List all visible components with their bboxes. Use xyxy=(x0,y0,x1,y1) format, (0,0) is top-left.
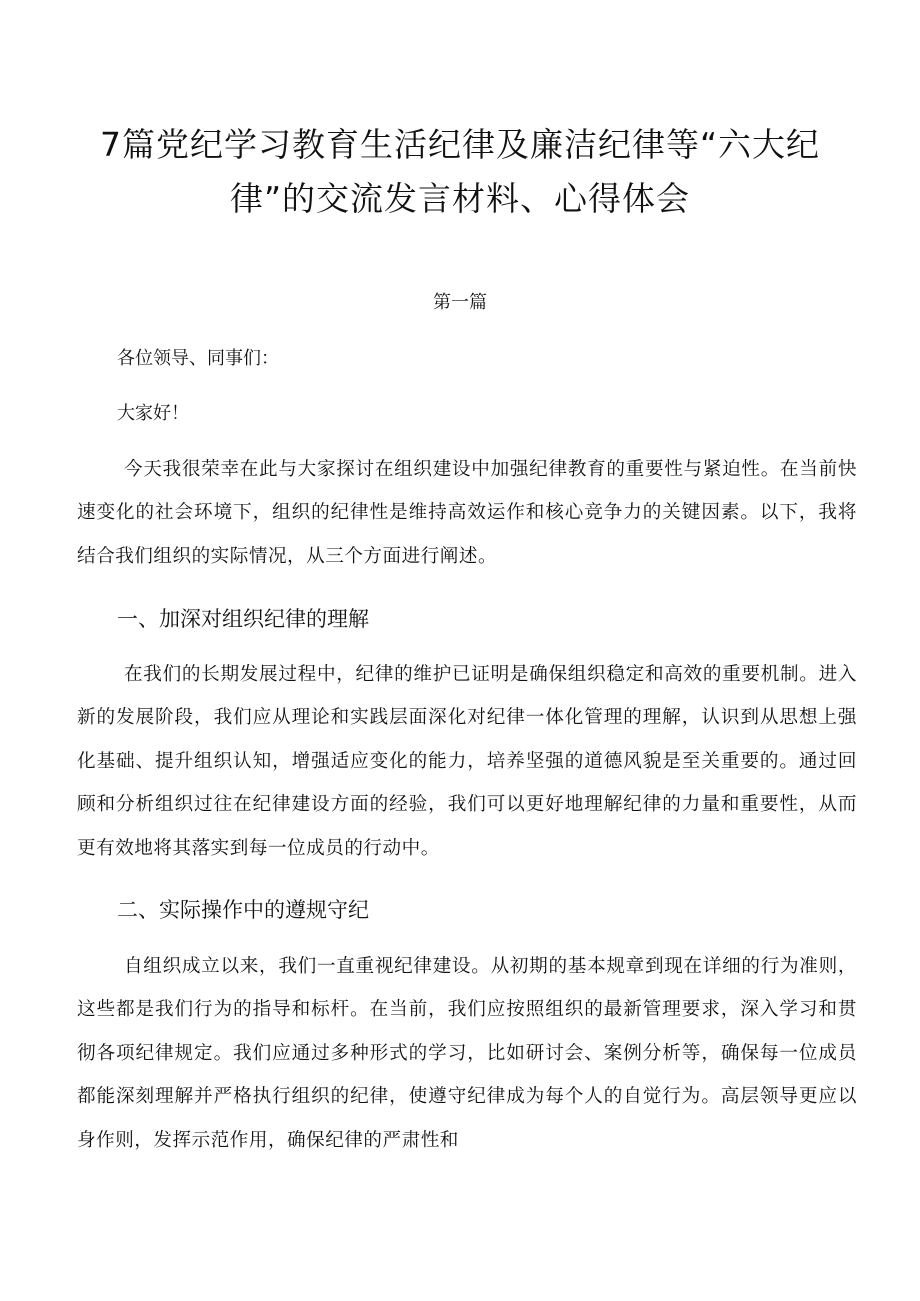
section-body: 在我们的长期发展过程中，纪律的维护已证明是确保组织稳定和高效的重要机制。进入新的发展阶段，我们应从理论和实践层面深化对纪律一体化管理的理解，认识到从思想上强化基础、提升组织认知，增强适应变化的能力，培养坚强的道德风貌是至关重要的。通过回顾和分析组织过往在纪律建设方面的经验，我们可以更好地理解纪律的力量和重要性，从而更有效地将其落实到每一位成员的行动中。 xyxy=(77,664,857,859)
section-heading: 一、加深对组织纪律的理解 xyxy=(117,607,369,631)
intro-paragraph: 今天我很荣幸在此与大家探讨在组织建设中加强纪律教育的重要性与紧迫性。在当前快速变化的社会环境下，组织的纪律性是维持高效运作和核心竞争力的关键因素。以下，我将结合我们组织的实际情况，从三个方面进行阐述。 xyxy=(77,459,857,567)
greeting: 大家好！ xyxy=(117,403,189,424)
salutation: 各位领导、同事们： xyxy=(117,348,279,369)
section-label: 第一篇 xyxy=(433,292,487,313)
document-title: 7篇党纪学习教育生活纪律及廉洁纪律等“六大纪律”的交流发言材料、心得体会 xyxy=(99,125,821,218)
section-heading: 二、实际操作中的遵规守纪 xyxy=(117,898,369,922)
section-body: 自组织成立以来，我们一直重视纪律建设。从初期的基本规章到现在详细的行为准则，这些都是我们行为的指导和标杆。在当前，我们应按照组织的最新管理要求，深入学习和贯彻各项纪律规定。我们应通过多种形式的学习，比如研讨会、案例分析等，确保每一位成员都能深刻理解并严格执行组织的纪律，使遵守纪律成为每个人的自觉行为。高层领导更应以身作则，发挥示范作用，确保纪律的严肃性和 xyxy=(77,956,857,1151)
